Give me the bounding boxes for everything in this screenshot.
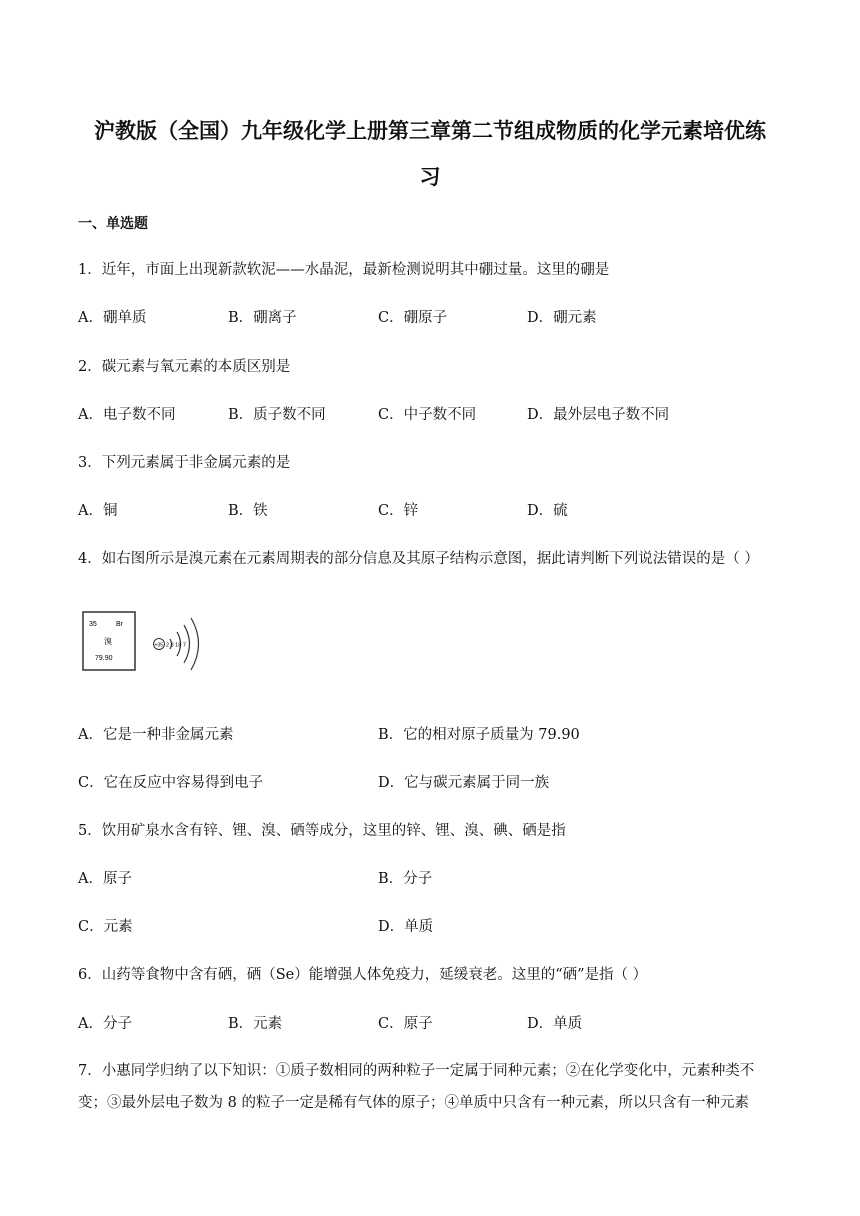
section-heading: 一、单选题: [78, 216, 148, 232]
question-7-line-1: 7．小惠同学归纳了以下知识：①质子数相同的两种粒子一定属于同种元素；②在化学变化中，元素种类不: [78, 1063, 755, 1079]
q2-option-a: A．电子数不同: [78, 407, 176, 423]
q1-option-c: C．硼原子: [378, 310, 448, 326]
q5-option-c: C．元素: [78, 919, 133, 935]
q4-option-c: C．它在反应中容易得到电子: [78, 775, 264, 791]
q5-option-b: B．分子: [378, 871, 433, 887]
question-3-stem: 3．下列元素属于非金属元素的是: [78, 455, 291, 471]
q5-option-a: A．原子: [78, 871, 132, 887]
q4-option-b: B．它的相对原子质量为 79.90: [378, 727, 580, 743]
bromine-element-diagram: [82, 610, 212, 682]
element-name: 溴: [104, 637, 112, 646]
q2-option-d: D．最外层电子数不同: [527, 407, 670, 423]
q4-option-a: A．它是一种非金属元素: [78, 727, 234, 743]
atomic-number: 35: [89, 621, 97, 628]
q6-option-a: A．分子: [78, 1016, 132, 1032]
element-symbol: Br: [116, 621, 123, 628]
question-2-stem: 2．碳元素与氧元素的本质区别是: [78, 359, 291, 375]
page-title: [60, 108, 800, 200]
atomic-mass: 79.90: [95, 655, 113, 662]
q3-option-d: D．硫: [527, 503, 568, 519]
q2-option-c: C．中子数不同: [378, 407, 477, 423]
q2-option-b: B．质子数不同: [228, 407, 326, 423]
electron-shell-4: [191, 618, 199, 670]
question-4-stem: 4．如右图所示是溴元素在元素周期表的部分信息及其原子结构示意图，据此请判断下列说法错误的是（ ）: [78, 551, 759, 567]
q4-option-d: D．它与碳元素属于同一族: [378, 775, 550, 791]
q6-option-c: C．原子: [378, 1016, 433, 1032]
shell-electrons: 2 8 18 7: [166, 642, 186, 649]
q1-option-a: A．硼单质: [78, 310, 147, 326]
question-6-stem: 6．山药等食物中含有硒，硒（Se）能增强人体免疫力，延缓衰老。这里的“硒”是指（ ）: [78, 967, 648, 983]
q3-option-b: B．铁: [228, 503, 268, 519]
q6-option-b: B．元素: [228, 1016, 283, 1032]
q3-option-c: C．锌: [378, 503, 419, 519]
bromine-figure: [82, 610, 212, 686]
q1-option-b: B．硼离子: [228, 310, 297, 326]
q3-option-a: A．铜: [78, 503, 118, 519]
q6-option-d: D．单质: [527, 1016, 583, 1032]
q1-option-d: D．硼元素: [527, 310, 597, 326]
title-line-1: 沪教版（全国）九年级化学上册第三章第二节组成物质的化学元素培优练: [94, 119, 766, 143]
question-7-line-2: 变；③最外层电子数为 8 的粒子一定是稀有气体的原子；④单质中只含有一种元素，所以只含有一种元素: [78, 1095, 749, 1111]
title-line-2: 习: [419, 165, 441, 189]
nucleus-charge: +35: [154, 642, 163, 649]
question-5-stem: 5．饮用矿泉水含有锌、锂、溴、硒等成分，这里的锌、锂、溴、碘、硒是指: [78, 823, 566, 839]
q5-option-d: D．单质: [378, 919, 434, 935]
question-1-stem: 1．近年，市面上出现新款软泥——水晶泥，最新检测说明其中硼过量。这里的硼是: [78, 262, 610, 278]
